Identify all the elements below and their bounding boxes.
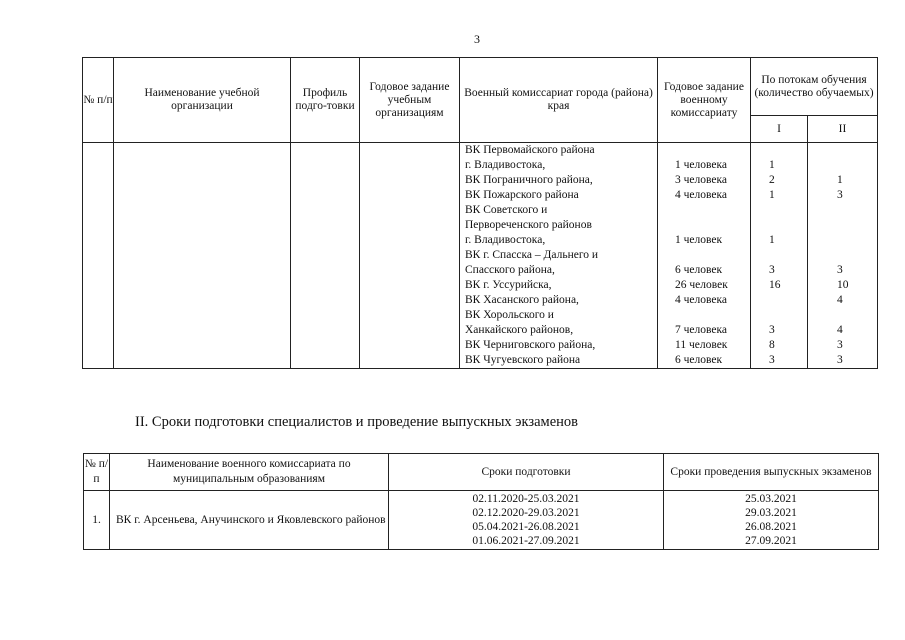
commissariat-line: ВК Хорольского и — [465, 309, 554, 321]
stream-2-value: 3 — [837, 339, 843, 351]
header-num: № п/п — [84, 454, 110, 491]
training-period: 02.11.2020-25.03.2021 — [472, 493, 580, 505]
row-training — [389, 491, 664, 550]
commissariat-line: ВК Первомайского района — [465, 144, 595, 156]
header-name: Наименование военного комиссариата по муниципальным образованиям — [110, 454, 389, 491]
header-streams: По потокам обучения (количество обучаемых) — [751, 58, 878, 116]
commissariat-line: г. Владивостока, — [465, 159, 546, 171]
cell-org-name — [114, 143, 291, 369]
header-training: Сроки подготовки — [389, 454, 664, 491]
row-name: ВК г. Арсеньева, Анучинского и Яковлевского районов — [110, 491, 389, 550]
stream-2-value: 4 — [837, 294, 843, 306]
training-period: 01.06.2021-27.09.2021 — [472, 535, 580, 547]
commissariat-line: г. Владивостока, — [465, 234, 546, 246]
header-stream-1: I — [751, 116, 808, 143]
commissariat-line: ВК Советского и — [465, 204, 548, 216]
header-profile: Профиль подго-товки — [291, 58, 360, 143]
count-value — [658, 308, 750, 323]
table-row — [84, 491, 879, 550]
exam-date: 29.03.2021 — [745, 507, 797, 519]
count-value: 6 человек — [675, 354, 723, 366]
stream-1-value: 16 — [769, 279, 781, 291]
commissariat-line: ВК г. Уссурийска, — [465, 279, 552, 291]
commissariat-list — [460, 143, 657, 368]
count-value — [658, 248, 750, 263]
count-value: 6 человек — [675, 264, 723, 276]
commissariat-line: Ханкайского районов, — [465, 324, 574, 336]
stream-1-value — [751, 293, 807, 308]
stream-2-list — [808, 143, 877, 368]
page-number: 3 — [474, 32, 480, 46]
stream-1-value: 1 — [769, 234, 775, 246]
commissariat-line: ВК Черниговского района, — [465, 339, 596, 351]
count-value: 1 человека — [675, 159, 727, 171]
exam-date: 26.08.2021 — [745, 521, 797, 533]
count-value: 11 человек — [675, 339, 728, 351]
stream-1-value — [751, 248, 807, 263]
count-value — [658, 143, 750, 158]
header-annual-task-org: Годовое задание учебным организациям — [360, 58, 460, 143]
stream-1-value — [751, 308, 807, 323]
stream-2-value — [808, 233, 877, 248]
commissariat-line: ВК Чугуевского района — [465, 354, 581, 366]
stream-2-value: 3 — [837, 189, 843, 201]
count-value: 26 человек — [675, 279, 728, 291]
stream-2-value — [808, 158, 877, 173]
stream-1-value: 2 — [769, 174, 775, 186]
count-value: 4 человека — [675, 294, 727, 306]
stream-1-value — [751, 143, 807, 158]
stream-2-value: 3 — [837, 264, 843, 276]
commissariat-distribution-table — [82, 57, 878, 369]
stream-2-value: 1 — [837, 174, 843, 186]
stream-1-value — [751, 203, 807, 218]
stream-2-value — [808, 308, 877, 323]
cell-annual-task-org — [360, 143, 460, 369]
row-exams — [664, 491, 879, 550]
stream-2-value — [808, 143, 877, 158]
header-annual-task-comm: Годовое задание военному комиссариату — [658, 58, 751, 143]
stream-2-value — [808, 248, 877, 263]
stream-1-value — [751, 218, 807, 233]
commissariat-line: Спасского района, — [465, 264, 555, 276]
cell-annual-task-comm — [658, 143, 751, 369]
stream-2-value — [808, 203, 877, 218]
stream-1-value: 8 — [769, 339, 775, 351]
commissariat-line: Первореченского районов — [465, 219, 592, 231]
header-commissariat: Военный комиссариат города (района) края — [460, 58, 658, 143]
count-value: 4 человека — [675, 189, 727, 201]
commissariat-line: ВК Пограничного района, — [465, 174, 593, 186]
exam-date: 27.09.2021 — [745, 535, 797, 547]
stream-2-value: 4 — [837, 324, 843, 336]
count-list — [658, 143, 750, 368]
count-value — [658, 203, 750, 218]
stream-1-list — [751, 143, 807, 368]
stream-1-value: 3 — [769, 264, 775, 276]
stream-1-value: 3 — [769, 354, 775, 366]
header-exams: Сроки проведения выпускных экзаменов — [664, 454, 879, 491]
cell-num — [83, 143, 114, 369]
cell-stream-2 — [808, 143, 878, 369]
stream-1-value: 1 — [769, 189, 775, 201]
stream-1-value: 3 — [769, 324, 775, 336]
training-period: 02.12.2020-29.03.2021 — [472, 507, 580, 519]
training-period: 05.04.2021-26.08.2021 — [472, 521, 580, 533]
training-schedule-table — [83, 453, 879, 550]
stream-2-value — [808, 218, 877, 233]
section-title: II. Сроки подготовки специалистов и проведение выпускных экзаменов — [135, 414, 579, 430]
cell-commissariat — [460, 143, 658, 369]
stream-2-value: 3 — [837, 354, 843, 366]
header-org-name: Наименование учебной организации — [114, 58, 291, 143]
cell-stream-1 — [751, 143, 808, 369]
count-value — [658, 218, 750, 233]
stream-2-value: 10 — [837, 279, 849, 291]
exam-date: 25.03.2021 — [745, 493, 797, 505]
header-stream-2: II — [808, 116, 878, 143]
header-num: № п/п — [83, 58, 114, 143]
commissariat-line: ВК Пожарского района — [465, 189, 579, 201]
count-value: 3 человека — [675, 174, 727, 186]
count-value: 1 человек — [675, 234, 723, 246]
commissariat-line: ВК Хасанского района, — [465, 294, 579, 306]
cell-profile — [291, 143, 360, 369]
stream-1-value: 1 — [769, 159, 775, 171]
row-num: 1. — [84, 491, 110, 550]
count-value: 7 человека — [675, 324, 727, 336]
commissariat-line: ВК г. Спасска – Дальнего и — [465, 249, 599, 261]
